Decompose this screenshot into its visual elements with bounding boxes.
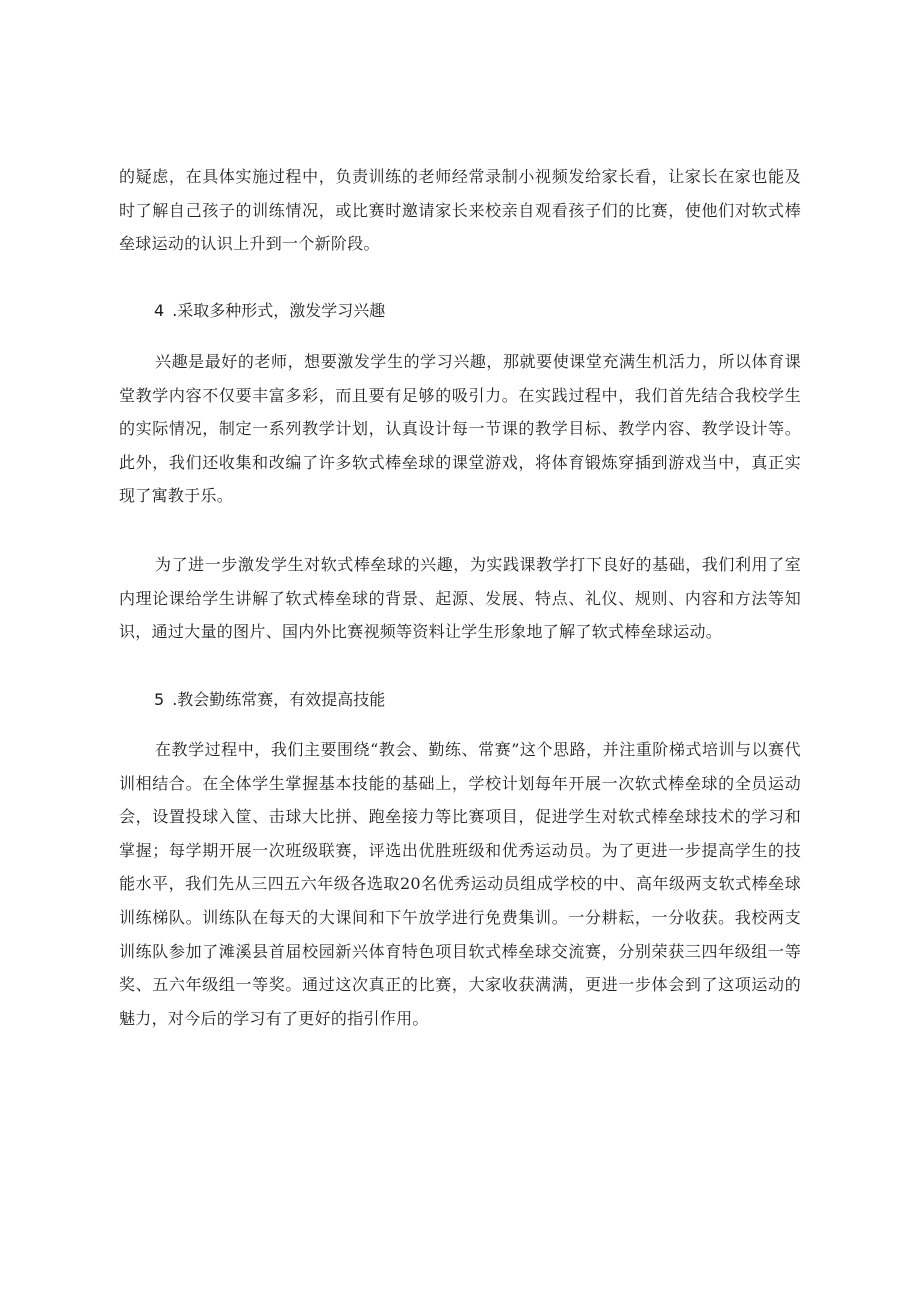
paragraph-continuation: 的疑虑，在具体实施过程中，负责训练的老师经常录制小视频发给家长看，让家长在家也能及时了解自己孩子的训练情况，或比赛时邀请家长来校亲自观看孩子们的比赛，使他们对软式棒垒球运动的认识上升到一个新阶段。	[119, 167, 801, 254]
paragraph-theory-class: 为了进一步激发学生对软式棒垒球的兴趣，为实践课教学打下良好的基础，我们利用了室内理论课给学生讲解了软式棒垒球的背景、起源、发展、特点、礼仪、规则、内容和方法等知识，通过大量的图片、国内外比赛视频等资料让学生形象地了解了软式棒垒球运动。	[119, 555, 801, 642]
section-heading-5	[154, 688, 385, 712]
section-title: .教会勤练常赛，有效提高技能	[172, 690, 386, 709]
section-number: 4	[154, 301, 165, 320]
section-number: 5	[154, 690, 165, 709]
paragraph-interest: 兴趣是最好的老师，想要激发学生的学习兴趣，那就要使课堂充满生机活力，所以体育课堂教学内容不仅要丰富多彩，而且要有足够的吸引力。在实践过程中，我们首先结合我校学生的实际情况，制定一系列教学计划，认真设计每一节课的教学目标、教学内容、教学设计等。此外，我们还收集和改编了许多软式棒垒球的课堂游戏，将体育锻炼穿插到游戏当中，真正实现了寓教于乐。	[119, 352, 801, 506]
section-title: .采取多种形式，激发学习兴趣	[172, 301, 386, 320]
section-heading-4	[154, 299, 385, 323]
paragraph-training: 在教学过程中，我们主要围绕“教会、勤练、常赛”这个思路，并注重阶梯式培训与以赛代训相结合。在全体学生掌握基本技能的基础上，学校计划每年开展一次软式棒垒球的全员运动会，设置投球入筐、击球大比拼、跑垒接力等比赛项目，促进学生对软式棒垒球技术的学习和掌握；每学期开展一次班级联赛，评选出优胜班级和优秀运动员。为了更进一步提高学生的技能水平，我们先从三四五六年级各选取20名优秀运动员组成学校的中、高年级两支软式棒垒球训练梯队。训练队在每天的大课间和下午放学进行免费集训。一分耕耘，一分收获。我校两支训练队参加了滩溪县首届校园新兴体育特色项目软式棒垒球交流赛，分别荣获三四年级组一等奖、五六年级组一等奖。通过这次真正的比赛，大家收获满满，更进一步体会到了这项运动的魅力，对今后的学习有了更好的指引作用。	[119, 740, 801, 1028]
